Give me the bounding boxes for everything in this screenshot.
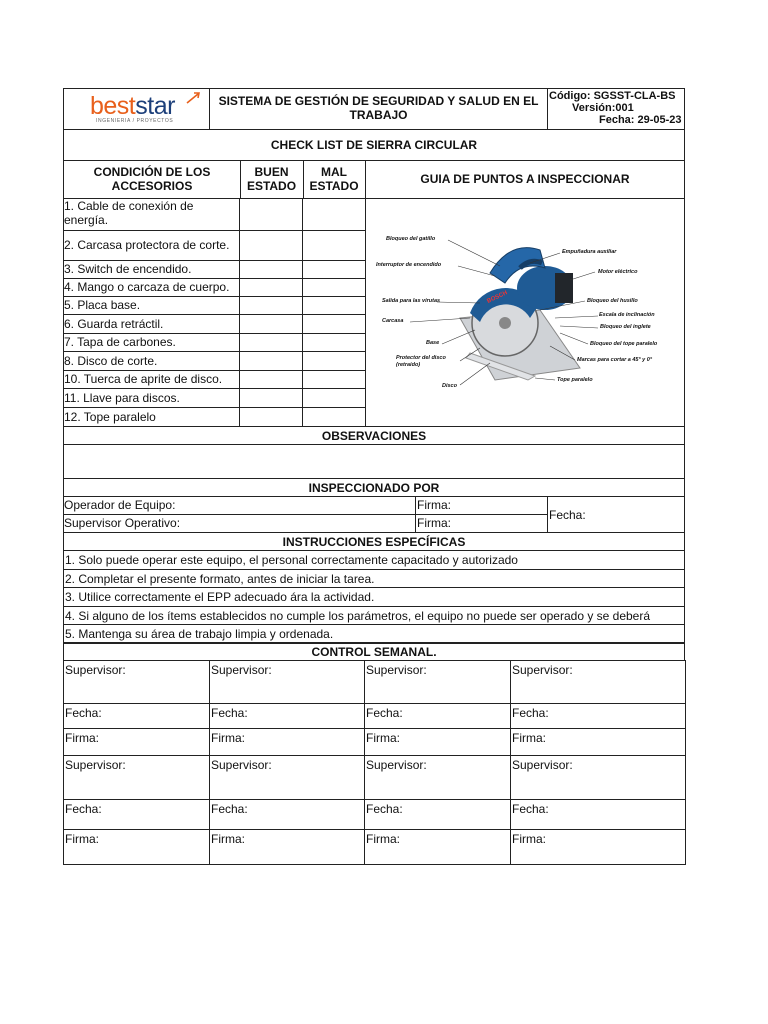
weekly-supervisor-cell[interactable] [364,755,511,800]
item-bad-checkbox[interactable] [303,408,365,427]
item-good-checkbox[interactable] [240,315,302,333]
header-bad-l2: ESTADO [309,179,359,193]
logo-best-text: best [90,92,136,120]
doc-title-line2: TRABAJO [349,108,408,122]
supervisor-firma-label: Firma: [417,516,451,530]
instructions-title-row [63,532,685,551]
item-good-checkbox[interactable] [240,371,302,388]
lbl-escala: Escala de inclinación [599,312,655,318]
inspected-title-row [63,478,685,497]
weekly-fecha-label: Fecha: [512,706,549,720]
item-good-checkbox[interactable] [240,389,302,407]
item-bad-checkbox[interactable] [303,389,365,407]
logo-star-icon [186,92,200,104]
weekly-supervisor-label: Supervisor: [366,663,427,677]
doc-date: Fecha: 29-05-23 [599,114,682,126]
instruction-row [63,606,685,626]
weekly-firma-label: Firma: [211,832,245,846]
doc-title-line1: SISTEMA DE GESTIÓN DE SEGURIDAD Y SALUD EN EL [218,94,539,108]
item-bad-checkbox[interactable] [303,334,365,351]
weekly-firma-cell[interactable] [510,829,686,865]
lbl-interruptor: Interruptor de encendido [376,262,442,268]
item-good-checkbox[interactable] [240,352,302,370]
weekly-supervisor-cell[interactable] [510,660,686,704]
instructions-title: INSTRUCCIONES ESPECÍFICAS [282,535,466,549]
weekly-supervisor-cell[interactable] [209,755,365,800]
weekly-firma-cell[interactable] [209,829,365,865]
observations-title-row [63,426,685,445]
table-header-row [63,160,685,199]
weekly-fecha-cell[interactable] [510,799,686,830]
instruction-row [63,550,685,570]
weekly-supervisor-label: Supervisor: [65,663,126,677]
instruction-row [63,624,685,644]
weekly-firma-label: Firma: [512,832,546,846]
checklist-title-row [63,129,685,161]
weekly-firma-cell[interactable] [364,829,511,865]
lbl-base: Base [426,340,440,346]
item-label: 11. Llave para discos. [64,390,180,405]
weekly-fecha-label: Fecha: [211,706,248,720]
lbl-marcas: Marcas para cortar a 45° y 0° [577,357,653,363]
item-good-checkbox[interactable] [240,231,302,260]
weekly-fecha-cell[interactable] [63,703,210,729]
weekly-firma-cell[interactable] [209,728,365,756]
weekly-fecha-cell[interactable] [63,799,210,830]
header-divider-2 [547,88,548,130]
weekly-fecha-cell[interactable] [510,703,686,729]
instruction-text: 2. Completar el presente formato, antes de iniciar la tarea. [65,571,375,586]
header-condition-l1: CONDICIÓN DE LOS [93,165,211,179]
weekly-fecha-label: Fecha: [512,802,549,816]
header-guide: GUIA DE PUNTOS A INSPECCIONAR [420,172,630,186]
lbl-tope: Tope paralelo [557,377,593,383]
lbl-virutas: Salida para las virutas [382,298,441,304]
item-good-checkbox[interactable] [240,199,302,230]
lbl-protector2: (retraído) [396,362,421,368]
item-good-checkbox[interactable] [240,334,302,351]
weekly-firma-cell[interactable] [63,728,210,756]
weekly-supervisor-label: Supervisor: [211,663,272,677]
lbl-empunadura: Empuñadura auxiliar [562,249,617,255]
weekly-title: CONTROL SEMANAL. [311,645,437,659]
item-bad-checkbox[interactable] [303,231,365,260]
weekly-fecha-label: Fecha: [211,802,248,816]
weekly-firma-label: Firma: [65,731,99,745]
item-bad-checkbox[interactable] [303,371,365,388]
item-label: 2. Carcasa protectora de corte. [64,238,230,252]
item-label: 8. Disco de corte. [64,353,158,368]
item-label: 4. Mango o carcaza de cuerpo. [64,280,230,294]
weekly-firma-label: Firma: [366,832,400,846]
lbl-carcasa: Carcasa [382,318,404,324]
header-good-l2: ESTADO [246,179,297,193]
weekly-title-row [63,642,685,661]
weekly-fecha-cell[interactable] [364,799,511,830]
doc-version: Versión:001 [572,102,634,114]
header-bad-cell [303,161,366,198]
weekly-firma-label: Firma: [211,731,245,745]
item-bad-checkbox[interactable] [303,199,365,230]
weekly-supervisor-label: Supervisor: [512,663,573,677]
item-good-checkbox[interactable] [240,297,302,314]
checklist-title: CHECK LIST DE SIERRA CIRCULAR [270,138,478,152]
item-label: 10. Tuerca de aprite de disco. [64,372,223,386]
weekly-supervisor-cell[interactable] [209,660,365,704]
inspected-title: INSPECCIONADO POR [308,481,440,495]
logo-subtitle: INGENIERIA / PROYECTOS [96,118,174,124]
weekly-fecha-label: Fecha: [65,706,102,720]
inspected-vline-1 [415,496,416,533]
instruction-text: 4. Si alguno de los ítems establecidos no cumple los parámetros, el equipo no puede ser operado y se deberá [65,608,651,623]
saw-brand-text: BOSCH [486,290,509,305]
weekly-supervisor-cell[interactable] [510,755,686,800]
weekly-firma-label: Firma: [512,731,546,745]
weekly-firma-cell[interactable] [364,728,511,756]
doc-code: Código: SGSST-CLA-BS [549,90,676,102]
item-bad-checkbox[interactable] [303,315,365,333]
item-label-cont: energía. [64,213,109,227]
supervisor-op-label: Supervisor Operativo: [64,516,181,530]
lbl-motor: Motor eléctrico [598,269,638,275]
weekly-fecha-cell[interactable] [209,703,365,729]
operator-firma-label: Firma: [417,498,451,512]
header-good-l1: BUEN [254,165,289,179]
weekly-fecha-label: Fecha: [366,706,403,720]
item-good-checkbox[interactable] [240,408,302,427]
header-condition-l2: ACCESORIOS [111,179,193,193]
circular-saw-diagram [370,218,680,403]
item-label: 12. Tope paralelo [64,410,156,424]
weekly-firma-label: Firma: [366,731,400,745]
item-label: 5. Placa base. [64,298,141,312]
item-good-checkbox[interactable] [240,261,302,278]
observations-field[interactable] [63,444,685,479]
items-col-divider-3 [365,198,366,427]
item-bad-checkbox[interactable] [303,352,365,370]
lbl-protector1: Protector del disco [396,355,446,361]
weekly-supervisor-cell[interactable] [364,660,511,704]
weekly-supervisor-label: Supervisor: [65,758,126,772]
inspected-vline-2 [547,496,548,533]
inspected-fecha-label: Fecha: [549,508,586,522]
weekly-fecha-label: Fecha: [65,802,102,816]
observations-title: OBSERVACIONES [321,429,427,443]
weekly-supervisor-cell[interactable] [63,755,210,800]
weekly-supervisor-label: Supervisor: [512,758,573,772]
item-label: 3. Switch de encendido. [64,262,192,276]
item-bad-checkbox[interactable] [303,297,365,314]
instruction-text: 5. Mantenga su área de trabajo limpia y ordenada. [65,627,334,641]
weekly-firma-label: Firma: [65,832,99,846]
instruction-row [63,569,685,589]
item-label: 6. Guarda retráctil. [64,316,164,331]
weekly-supervisor-cell[interactable] [63,660,210,704]
weekly-fecha-cell[interactable] [209,799,365,830]
inspected-hline [63,514,548,515]
logo-star-text: star [135,92,175,120]
instruction-text: 1. Solo puede operar este equipo, el personal correctamente capacitado y autorizado [65,553,518,567]
header-good-cell [240,161,304,198]
instruction-row [63,587,685,607]
lbl-inglete: Bloqueo del inglete [600,324,651,330]
weekly-supervisor-label: Supervisor: [366,758,427,772]
lbl-husillo: Bloqueo del husillo [587,298,638,304]
header-bad-l1: MAL [321,165,347,179]
item-label: 7. Tapa de carbones. [64,335,176,349]
lbl-disco: Disco [442,383,457,389]
weekly-supervisor-label: Supervisor: [211,758,272,772]
item-bad-checkbox[interactable] [303,261,365,278]
lbl-gatillo: Bloqueo del gatillo [386,236,436,242]
operator-label: Operador de Equipo: [64,498,176,512]
weekly-firma-cell[interactable] [63,829,210,865]
header-divider-1 [209,88,210,130]
weekly-fecha-label: Fecha: [366,802,403,816]
weekly-fecha-cell[interactable] [364,703,511,729]
instruction-text: 3. Utilice correctamente el EPP adecuado ára la actividad. [65,590,375,604]
header-condition-cell [64,161,241,198]
item-bad-checkbox[interactable] [303,279,365,296]
weekly-firma-cell[interactable] [510,728,686,756]
item-label: 1. Cable de conexión de [64,199,194,213]
item-good-checkbox[interactable] [240,279,302,296]
lbl-tope-bloqueo: Bloqueo del tope paralelo [590,341,658,347]
company-logo [90,92,200,126]
